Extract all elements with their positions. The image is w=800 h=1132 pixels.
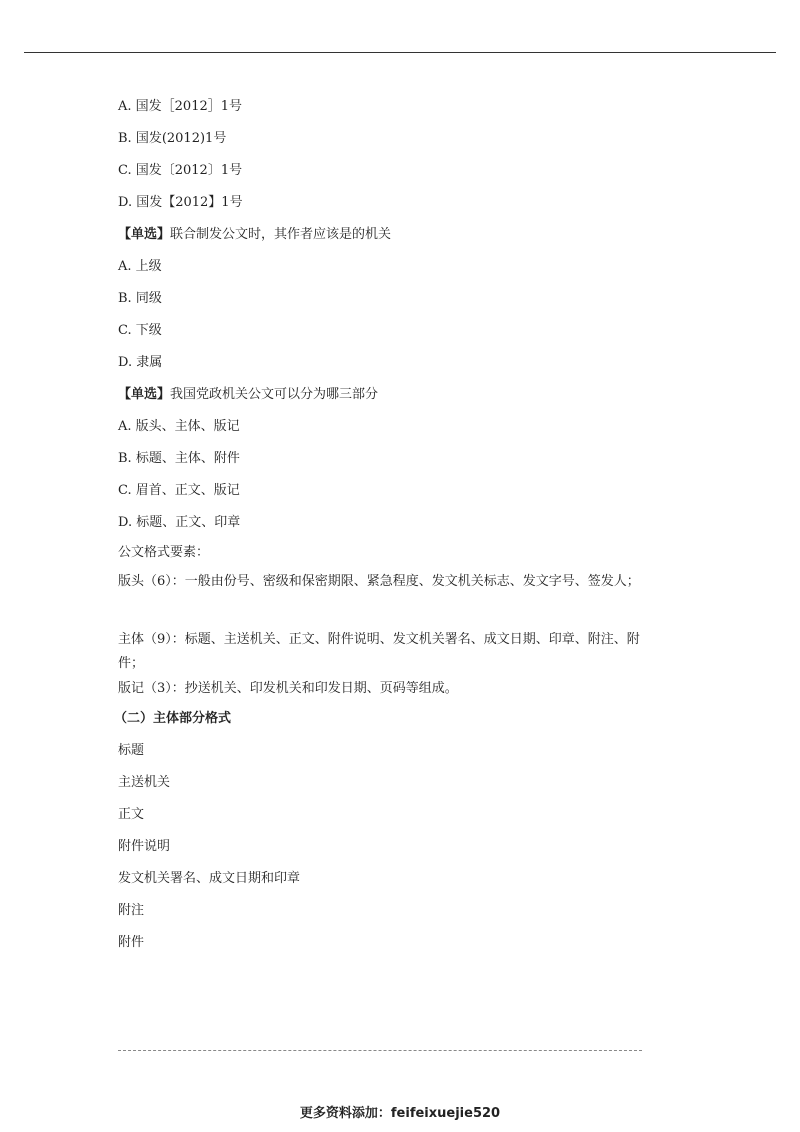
q3-option-c: C. 眉首、正文、版记	[118, 483, 240, 498]
q1-option-b: B. 国发(2012)1号	[118, 131, 227, 146]
section-heading: （二）主体部分格式	[114, 711, 232, 726]
section-item-attachment-note: 附件说明	[118, 839, 171, 854]
elements-heading: 公文格式要素：	[118, 545, 210, 560]
section-item-text: 正文	[118, 807, 145, 822]
q1-option-c: C. 国发〔2012〕1号	[118, 163, 243, 178]
section-item-main-recipient: 主送机关	[118, 775, 171, 790]
q2-option-a: A. 上级	[118, 259, 162, 274]
header-rule	[24, 52, 776, 53]
q3-question	[118, 386, 378, 403]
footer-contact: 更多资料添加：feifeixuejie520	[299, 1106, 501, 1121]
q3-option-b: B. 标题、主体、附件	[118, 451, 240, 466]
section-item-attachment: 附件	[118, 935, 145, 950]
q3-tag: 【单选】	[118, 387, 171, 402]
q2-tag: 【单选】	[118, 227, 171, 242]
q1-option-d: D. 国发【2012】1号	[118, 195, 243, 210]
q3-option-d: D. 标题、正文、印章	[118, 515, 241, 530]
footer-rule	[118, 1050, 642, 1051]
q3-question-text: 我国党政机关公文可以分为哪三部分	[170, 387, 379, 402]
q2-question	[118, 226, 391, 243]
q2-question-text: 联合制发公文时，其作者应该是的机关	[170, 227, 392, 242]
section-item-annotation: 附注	[118, 903, 145, 918]
q1-option-a: A. 国发［2012］1号	[118, 99, 243, 114]
section-item-signature: 发文机关署名、成文日期和印章	[118, 871, 301, 886]
q3-option-a: A. 版头、主体、版记	[118, 419, 240, 434]
element-banji: 版记（3）：抄送机关、印发机关和印发日期、页码等组成。	[118, 681, 458, 696]
q2-option-c: C. 下级	[118, 323, 162, 338]
element-body: 主体（9）：标题、主送机关、正文、附件说明、发文机关署名、成文日期、印章、附注、附件；	[118, 632, 640, 671]
element-banhead: 版头（6）：一般由份号、密级和保密期限、紧急程度、发文机关标志、发文字号、签发人；	[118, 574, 640, 589]
section-item-title: 标题	[118, 743, 145, 758]
q2-option-b: B. 同级	[118, 291, 162, 306]
q2-option-d: D. 隶属	[118, 355, 163, 370]
